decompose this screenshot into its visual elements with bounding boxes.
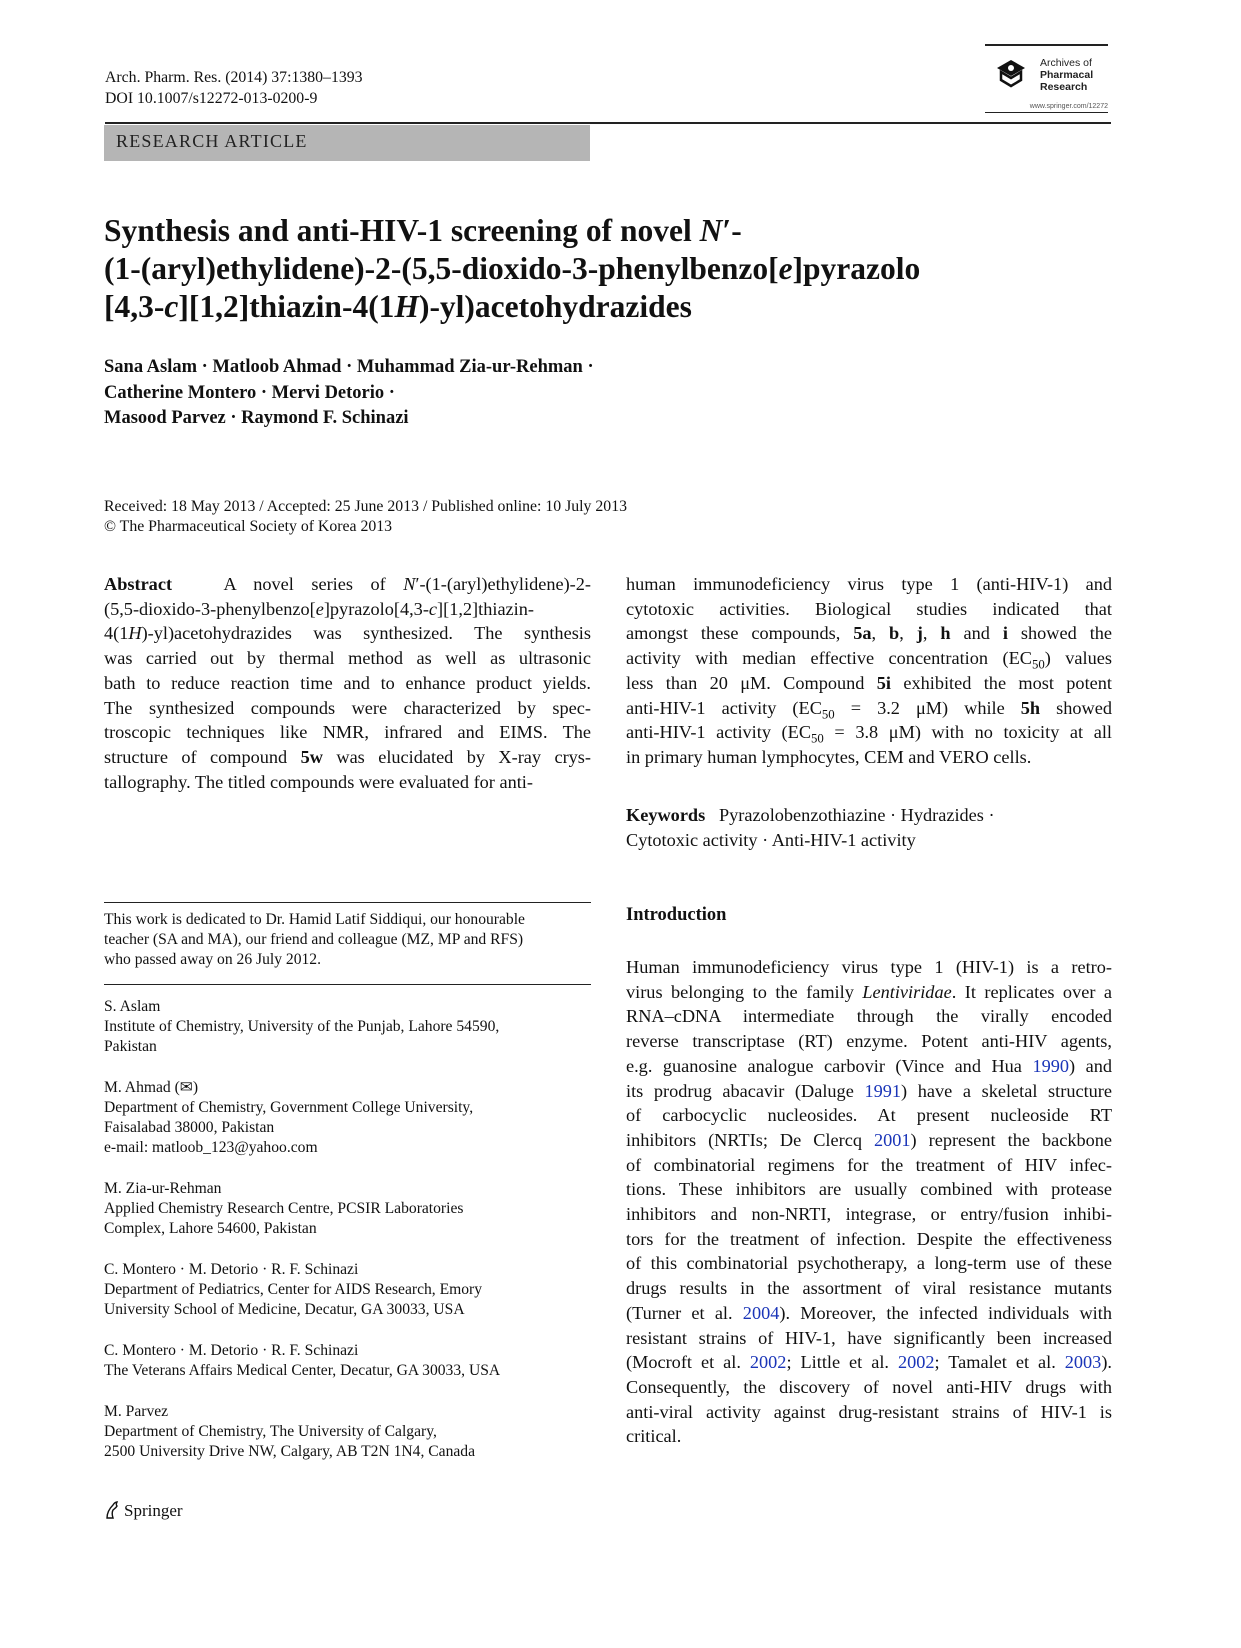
abstract-line: troscopic techniques like NMR, infrared and EIMS. The	[104, 722, 591, 743]
affiliation-emory: C. Montero · M. Detorio · R. F. Schinazi Department of Pediatrics, Center for AIDS Research, Emory University School of Medicine, Decatur, GA 30033, USA	[104, 1261, 483, 1318]
abstract-left-column	[104, 572, 591, 794]
received-accepted-published: Received: 18 May 2013 / Accepted: 25 June 2013 / Published online: 10 July 2013	[104, 498, 627, 515]
intro-line: of carbocyclic nucleosides. At present nucleoside RT	[626, 1105, 1112, 1126]
title-line-1: Synthesis and anti-HIV-1 screening of novel N′-	[104, 213, 742, 248]
authors-line-3: Masood Parvez · Raymond F. Schinazi	[104, 408, 409, 428]
intro-line: Human immunodeficiency virus type 1 (HIV-1) is a retro-	[626, 957, 1112, 977]
citation-link[interactable]: 1990	[1032, 1055, 1069, 1076]
abstract-line: cytotoxic activities. Biological studies indicated that	[626, 598, 1112, 619]
abstract-line: was carried out by thermal method as well as ultrasonic	[104, 648, 591, 669]
authors-line-1: Sana Aslam · Matloob Ahmad · Muhammad Zia-ur-Rehman ·	[104, 357, 594, 377]
intro-line: RNA–cDNA intermediate through the virally encoded	[626, 1006, 1112, 1027]
title-line-3: [4,3-c][1,2]thiazin-4(1H)-yl)acetohydrazides	[104, 289, 692, 324]
abstract-heading: Abstract	[104, 574, 173, 594]
keywords-heading: Keywords	[626, 805, 706, 825]
intro-line: resistant strains of HIV-1, have significantly been increased	[626, 1327, 1112, 1348]
abstract-line: (5,5-dioxido-3-phenylbenzo[e]pyrazolo[4,3-c][1,2]thiazin-	[104, 598, 534, 619]
publication-dates	[104, 497, 627, 537]
intro-line: e.g. guanosine analogue carbovir (Vince and Hua 1990) and	[626, 1055, 1112, 1076]
springer-horse-icon	[104, 1500, 120, 1520]
affiliation-ahmad: M. Ahmad (✉) Department of Chemistry, Government College University, Faisalabad 38000, Pakistan e-mail: matloob_123@yahoo.com	[104, 1078, 591, 1158]
journal-citation: Arch. Pharm. Res. (2014) 37:1380–1393	[105, 69, 363, 86]
intro-line: anti-viral activity against drug-resistant strains of HIV-1 is	[626, 1401, 1112, 1422]
intro-line: of this combinatorial psychotherapy, a long-term use of these	[626, 1253, 1112, 1274]
abstract-line: bath to reduce reaction time and to enhance product yields.	[104, 672, 591, 693]
affiliation-aslam: S. Aslam Institute of Chemistry, University of the Punjab, Lahore 54590, Pakistan	[104, 998, 500, 1055]
citation-link[interactable]: 1991	[864, 1080, 901, 1101]
journal-logo-icon	[995, 58, 1027, 88]
journal-url[interactable]: www.springer.com/12272	[1029, 103, 1108, 110]
intro-line: inhibitors (NRTIs; De Clercq 2001) represent the backbone	[626, 1129, 1112, 1150]
abstract-line: 4(1H)-yl)acetohydrazides was synthesized. The synthesis	[104, 623, 591, 644]
title-line-2: (1-(aryl)ethylidene)-2-(5,5-dioxido-3-phenylbenzo[e]pyrazolo	[104, 251, 921, 286]
abstract-line: amongst these compounds, 5a, b, j, h and i showed the	[626, 623, 1113, 644]
doi: DOI 10.1007/s12272-013-0200-9	[105, 90, 318, 107]
citation-link[interactable]: 2001	[873, 1129, 911, 1150]
article-type-label: RESEARCH ARTICLE	[116, 131, 308, 151]
intro-line: tions. These inhibitors are usually combined with protease	[626, 1179, 1112, 1200]
keywords-line-1: Pyrazolobenzothiazine · Hydrazides ·	[718, 805, 995, 825]
intro-line: Consequently, the discovery of novel anti-HIV drugs with	[626, 1376, 1112, 1397]
abstract-line: activity with median effective concentration $(EC_{50})$ values	[626, 648, 1112, 672]
intro-line: virus belonging to the family Lentiviridae. It replicates over a	[626, 981, 1112, 1002]
citation-link[interactable]: 2002	[749, 1352, 787, 1373]
copyright-line: © The Pharmaceutical Society of Korea 2013	[104, 518, 393, 535]
intro-line: reverse transcriptase (RT) enzyme. Potent anti-HIV agents,	[626, 1031, 1112, 1052]
citation-link[interactable]: 2002	[897, 1352, 935, 1373]
intro-line: (Mocroft et al. 2002; Little et al. 2002; Tamalet et al. 2003).	[626, 1352, 1112, 1373]
dedication-note: This work is dedicated to Dr. Hamid Latif Siddiqui, our honourable teacher (SA and MA), our friend and colleague (MZ, MP and RFS) who passed away on 26 July 2012.	[104, 911, 525, 968]
intro-line: drugs results in the assortment of viral resistance mutants	[626, 1278, 1112, 1299]
header-rule	[105, 122, 1111, 124]
abstract-line: The synthesized compounds were characterized by spec-	[104, 697, 591, 718]
abstract-line: less than 20 μM. Compound 5i exhibited the most potent	[626, 672, 1112, 693]
journal-logo	[985, 44, 1108, 113]
footnote-divider	[104, 902, 591, 903]
citation-link[interactable]: 2004	[742, 1302, 780, 1323]
journal-reference	[105, 67, 363, 109]
abstract-line: human immunodeficiency virus type 1 (anti-HIV-1) and	[626, 574, 1112, 594]
introduction-body	[626, 955, 1112, 1449]
publisher-mark	[104, 1500, 183, 1521]
abstract-line: tallography. The titled compounds were evaluated for anti-	[104, 771, 533, 792]
affiliation-veterans-affairs: C. Montero · M. Detorio · R. F. Schinazi The Veterans Affairs Medical Center, Decatur, GA 30033, USA	[104, 1342, 501, 1379]
citation-link[interactable]: 2003	[1064, 1352, 1102, 1373]
intro-line: tors for the treatment of infection. Despite the effectiveness	[626, 1228, 1112, 1249]
affiliation-parvez: M. Parvez Department of Chemistry, The University of Calgary, 2500 University Drive NW, Calgary, AB T2N 1N4, Canada	[104, 1403, 476, 1460]
abstract-line: Abstract A novel series of N′-(1-(aryl)ethylidene)-2-	[104, 574, 591, 594]
author-list	[104, 355, 594, 432]
affiliation-zia-ur-rehman: M. Zia-ur-Rehman Applied Chemistry Research Centre, PCSIR Laboratories Complex, Lahore 54600, Pakistan	[104, 1180, 464, 1237]
authors-line-2: Catherine Montero · Mervi Detorio ·	[104, 382, 395, 403]
keywords-line-2: Cytotoxic activity · Anti-HIV-1 activity	[626, 830, 916, 850]
abstract-line: anti-HIV-1 activity ($EC_{50} = 3.8$ μM) with no toxicity at all	[626, 722, 1112, 746]
intro-line: its prodrug abacavir (Daluge 1991) have a skeletal structure	[626, 1080, 1112, 1101]
paper-title	[104, 212, 1104, 326]
intro-line: (Turner et al. 2004). Moreover, the infected individuals with	[626, 1302, 1112, 1323]
abstract-right-column	[626, 572, 1112, 770]
intro-line: inhibitors and non-NRTI, integrase, or entry/fusion inhibi-	[626, 1204, 1112, 1225]
email-link[interactable]: e-mail: matloob_123@yahoo.com	[104, 1139, 318, 1156]
abstract-line: structure of compound 5w was elucidated by X-ray crys-	[104, 746, 592, 767]
abstract-line: in primary human lymphocytes, CEM and VERO cells.	[626, 746, 1032, 767]
keywords	[626, 803, 1112, 853]
intro-line: of combinatorial regimens for the treatment of HIV infec-	[626, 1154, 1112, 1175]
abstract-line: anti-HIV-1 activity ($EC_{50} = 3.2$ μM) while 5h showed	[626, 697, 1112, 722]
publisher-name: Springer	[124, 1501, 183, 1520]
footnote-divider	[104, 984, 591, 985]
introduction-heading: Introduction	[626, 905, 727, 925]
journal-logo-text: Archives of Pharmacal Research	[1040, 57, 1094, 93]
intro-line: critical.	[626, 1426, 682, 1447]
